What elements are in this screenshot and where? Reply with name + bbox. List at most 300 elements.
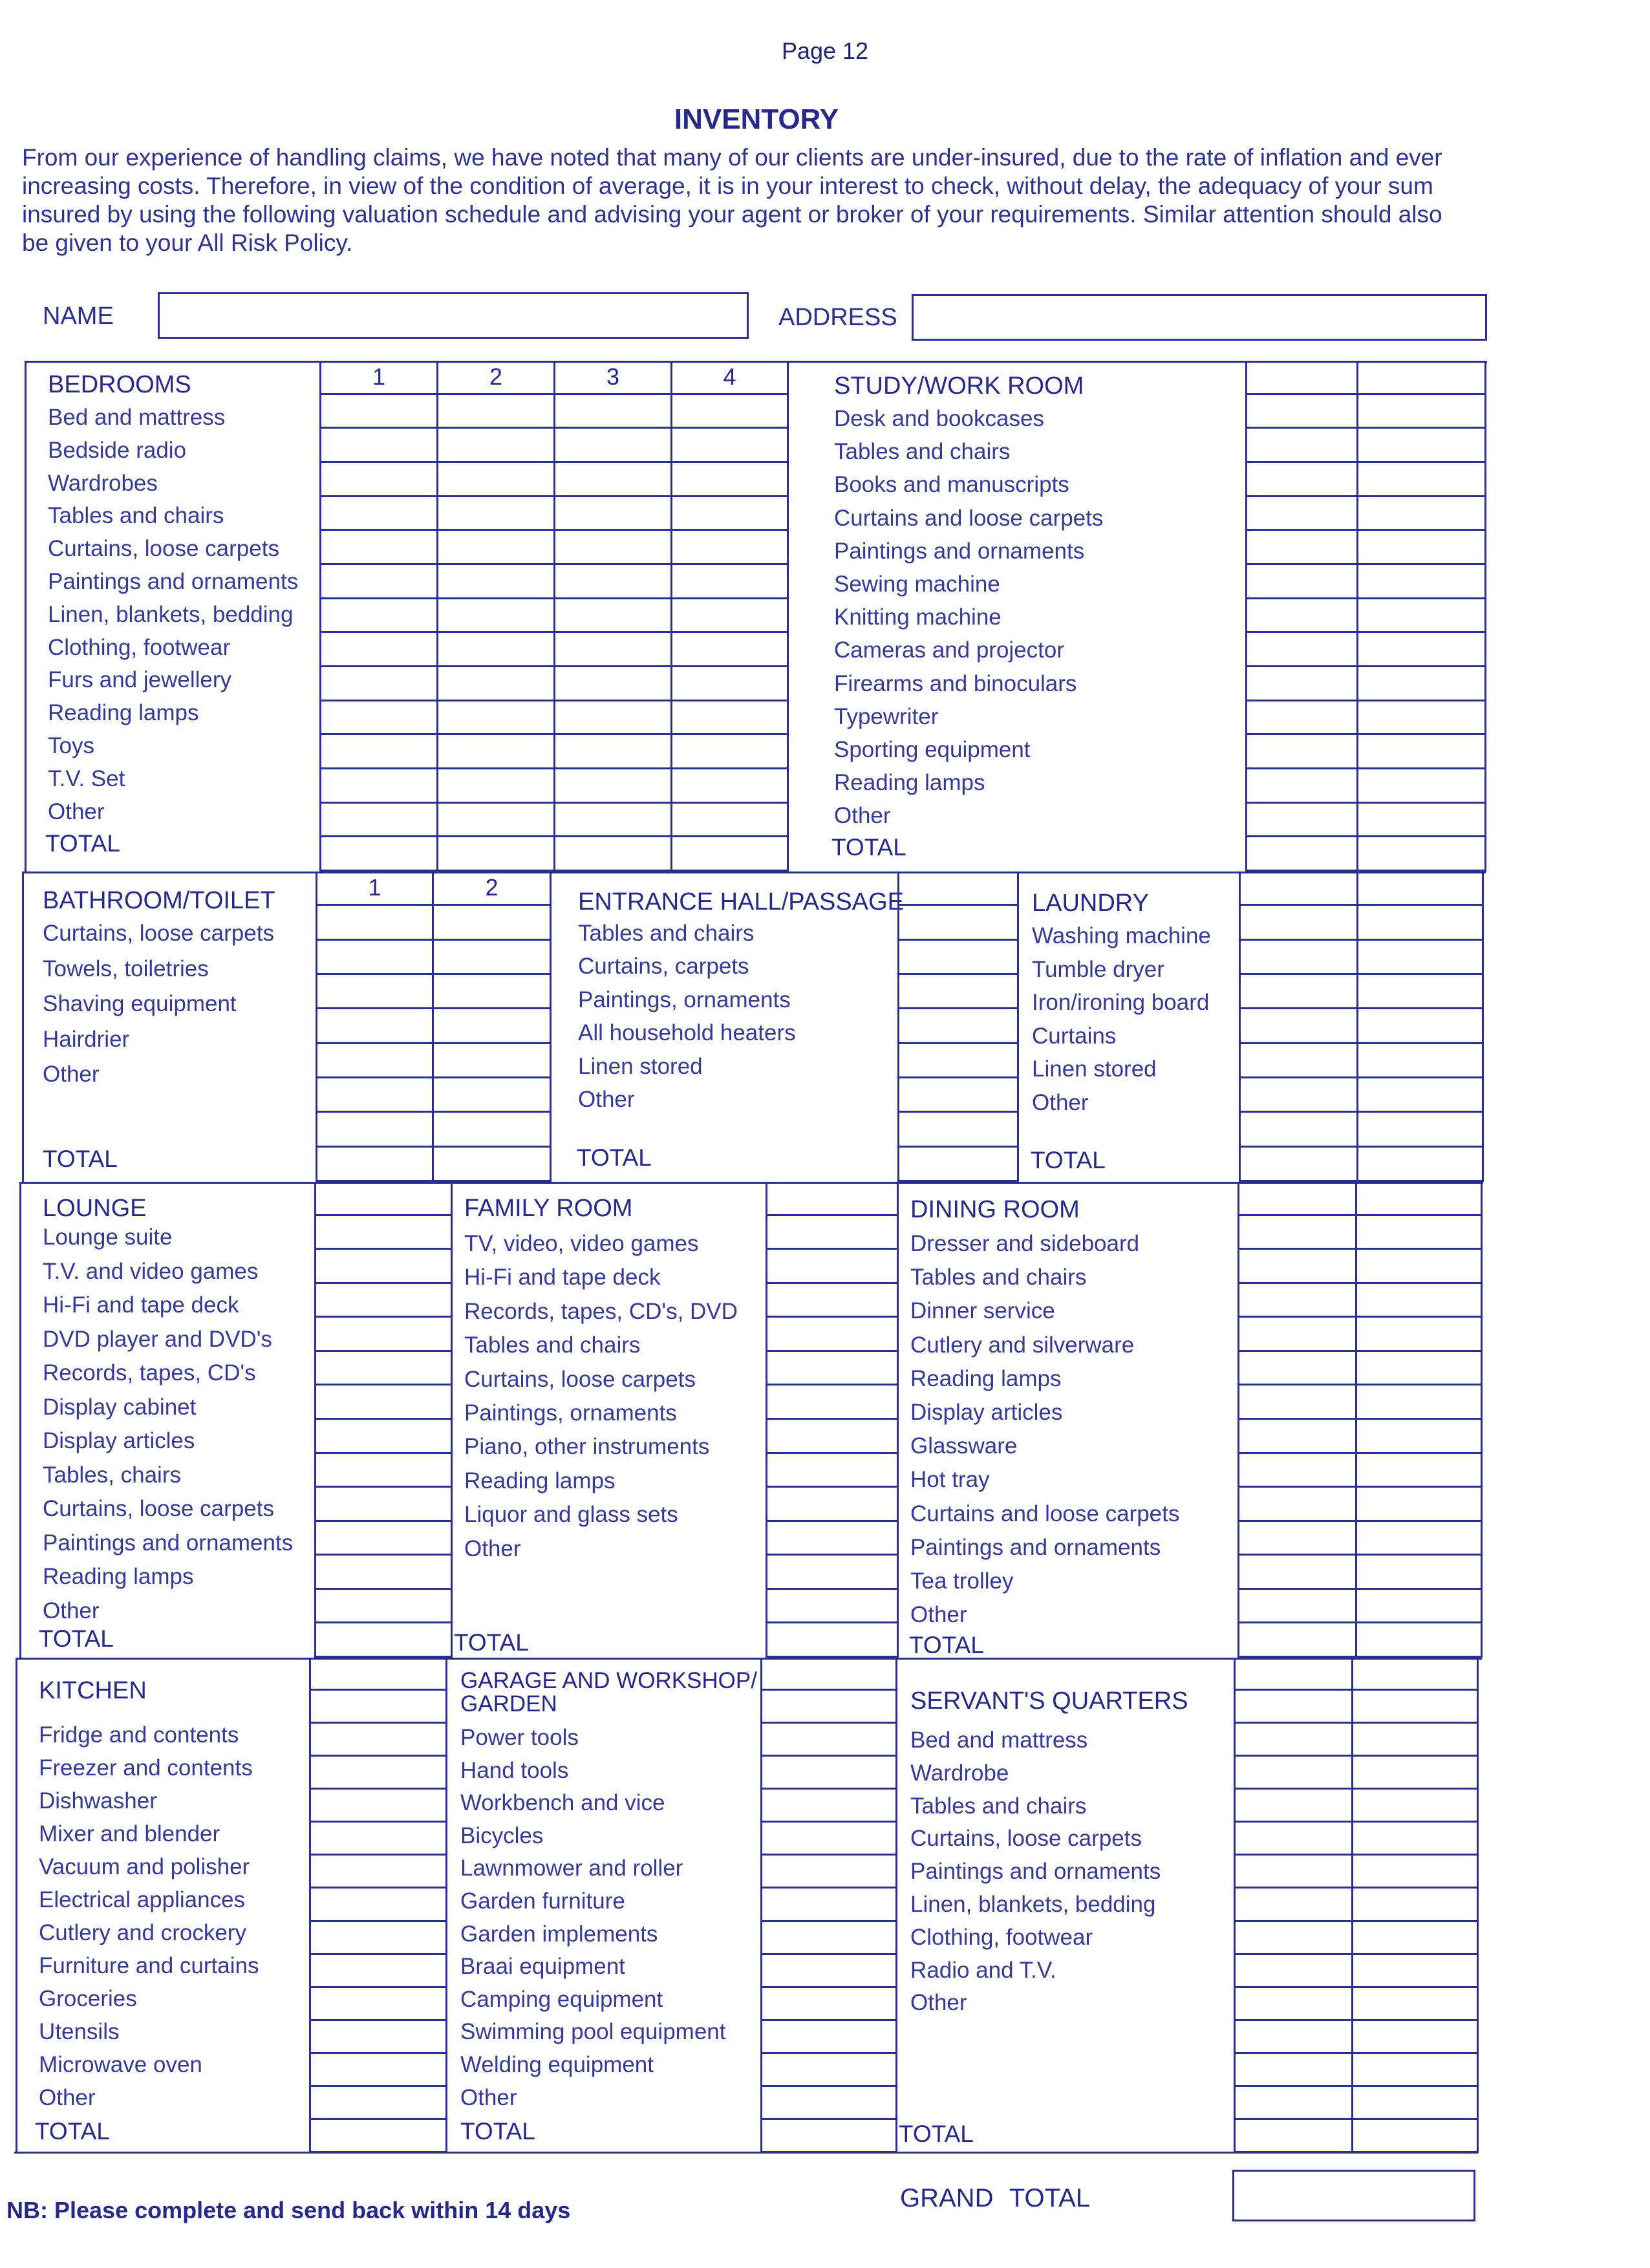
study-item: Firearms and binoculars <box>834 670 1077 696</box>
garage-item: Braai equipment <box>460 1954 625 1980</box>
garage-value-cell[interactable] <box>762 1757 895 1790</box>
bathroom-value-cell[interactable] <box>434 1148 550 1182</box>
study-value-cell[interactable] <box>1358 429 1484 463</box>
family-value-cell[interactable] <box>767 1318 897 1352</box>
bedrooms-value-grid <box>319 361 789 872</box>
family-value-cell[interactable] <box>767 1488 897 1522</box>
laundry-value-cell[interactable] <box>1358 975 1482 1009</box>
laundry-value-cell[interactable] <box>1241 906 1356 940</box>
study-value-cell[interactable] <box>1247 565 1356 599</box>
study-value-cell[interactable] <box>1358 701 1484 736</box>
family-value-cell[interactable] <box>767 1623 897 1658</box>
bedrooms-value-cell[interactable] <box>555 463 670 497</box>
lounge-value-cell[interactable] <box>316 1284 451 1318</box>
dining-value-grid <box>1238 1182 1481 1658</box>
bathroom-column-header: 1 <box>368 874 381 901</box>
lounge-value-cell[interactable] <box>316 1488 451 1522</box>
bedrooms-value-cell[interactable] <box>672 565 787 599</box>
servants-value-cell[interactable] <box>1236 1856 1351 1888</box>
family-value-cell[interactable] <box>767 1182 897 1216</box>
lounge-value-cell[interactable] <box>316 1522 451 1556</box>
bedrooms-value-cell[interactable] <box>321 531 436 565</box>
kitchen-value-cell[interactable] <box>311 1724 445 1757</box>
laundry-item: Curtains <box>1032 1023 1117 1049</box>
bathroom-value-cell[interactable] <box>434 975 550 1009</box>
servants-value-cell[interactable] <box>1353 1691 1477 1724</box>
kitchen-item: Groceries <box>39 1986 137 2011</box>
family-item: Curtains, loose carpets <box>464 1366 696 1392</box>
bedrooms-value-cell[interactable] <box>438 429 553 463</box>
bedrooms-value-cell[interactable] <box>672 633 787 667</box>
bathroom-value-cell[interactable] <box>317 1113 432 1147</box>
servants-value-cell[interactable] <box>1353 1658 1477 1691</box>
lounge-value-cell[interactable] <box>316 1182 451 1216</box>
study-value-cell[interactable] <box>1247 667 1356 701</box>
garage-value-cell[interactable] <box>762 2120 895 2153</box>
family-value-cell[interactable] <box>767 1284 897 1318</box>
study-value-cell[interactable] <box>1358 395 1484 429</box>
study-value-cell[interactable] <box>1358 463 1484 497</box>
study-value-cell[interactable] <box>1358 837 1484 872</box>
family-value-cell[interactable] <box>767 1522 897 1556</box>
bedrooms-value-cell[interactable] <box>438 599 553 634</box>
dining-value-cell[interactable] <box>1357 1250 1481 1284</box>
laundry-item: Other <box>1032 1090 1089 1115</box>
kitchen-value-cell[interactable] <box>311 1691 445 1724</box>
bedrooms-value-cell[interactable] <box>555 633 670 667</box>
kitchen-value-cell[interactable] <box>311 1790 445 1823</box>
garage-value-cell[interactable] <box>762 2021 895 2054</box>
bedrooms-value-cell[interactable] <box>438 804 553 838</box>
laundry-value-cell[interactable] <box>1241 1009 1356 1043</box>
study-value-cell[interactable] <box>1247 531 1356 565</box>
dining-value-cell[interactable] <box>1357 1216 1481 1250</box>
study-column <box>1358 361 1486 872</box>
bedrooms-value-cell[interactable] <box>555 667 670 701</box>
bathroom-value-cell[interactable] <box>317 941 432 975</box>
entrance-value-cell[interactable] <box>899 1113 1017 1147</box>
dining-value-cell[interactable] <box>1239 1216 1355 1250</box>
bedrooms-item: Other <box>48 798 105 824</box>
servants-item: Linen, blankets, bedding <box>910 1892 1156 1917</box>
family-value-cell[interactable] <box>767 1216 897 1250</box>
kitchen-value-cell[interactable] <box>311 2087 445 2120</box>
dining-value-cell[interactable] <box>1357 1318 1481 1352</box>
bedrooms-value-cell[interactable] <box>438 497 553 531</box>
servants-value-cell[interactable] <box>1236 1724 1351 1757</box>
bathroom-column <box>317 872 434 1182</box>
entrance-value-cell[interactable] <box>899 975 1017 1009</box>
dining-item: Glassware <box>910 1433 1018 1459</box>
study-item: Curtains and loose carpets <box>834 505 1104 531</box>
lounge-value-grid <box>314 1182 453 1658</box>
kitchen-value-cell[interactable] <box>311 2021 445 2054</box>
bedrooms-value-cell[interactable] <box>672 531 787 565</box>
study-value-cell[interactable] <box>1247 804 1356 838</box>
family-value-cell[interactable] <box>767 1385 897 1420</box>
study-value-cell[interactable] <box>1247 395 1356 429</box>
bedrooms-value-cell[interactable] <box>555 735 670 769</box>
laundry-value-cell[interactable] <box>1358 941 1482 975</box>
laundry-value-cell[interactable] <box>1241 1148 1356 1182</box>
kitchen-value-cell[interactable] <box>311 1757 445 1790</box>
bedrooms-value-cell[interactable] <box>555 769 670 804</box>
bedrooms-value-cell[interactable] <box>321 565 436 599</box>
servants-title: SERVANT'S QUARTERS <box>910 1687 1188 1715</box>
study-value-cell[interactable] <box>1358 667 1484 701</box>
bedrooms-value-cell[interactable] <box>321 395 436 429</box>
servants-value-cell[interactable] <box>1236 1888 1351 1921</box>
bedrooms-value-cell[interactable] <box>555 599 670 634</box>
bedrooms-value-cell[interactable] <box>672 769 787 804</box>
servants-value-cell[interactable] <box>1236 2021 1351 2054</box>
dining-value-cell[interactable] <box>1357 1488 1481 1522</box>
garage-value-cell[interactable] <box>762 1856 895 1888</box>
address-label: ADDRESS <box>778 304 897 331</box>
dining-value-cell[interactable] <box>1239 1352 1355 1386</box>
garage-value-cell[interactable] <box>762 1922 895 1955</box>
study-value-cell[interactable] <box>1247 735 1356 769</box>
servants-value-cell[interactable] <box>1236 2087 1351 2120</box>
kitchen-value-cell[interactable] <box>311 1988 445 2021</box>
study-item: Paintings and ornaments <box>834 538 1085 564</box>
study-value-grid <box>1245 361 1484 872</box>
garage-value-cell[interactable] <box>762 1691 895 1724</box>
grand-total-field[interactable] <box>1232 2170 1475 2221</box>
laundry-value-cell[interactable] <box>1241 1044 1356 1078</box>
lounge-value-cell[interactable] <box>316 1454 451 1488</box>
bathroom-value-cell[interactable] <box>317 1148 432 1182</box>
lounge-value-cell[interactable] <box>316 1352 451 1386</box>
lounge-value-cell[interactable] <box>316 1318 451 1352</box>
bathroom-value-cell[interactable] <box>434 1009 550 1043</box>
entrance-value-cell[interactable] <box>899 906 1017 940</box>
lounge-value-cell[interactable] <box>316 1420 451 1454</box>
servants-value-cell[interactable] <box>1236 1955 1351 1988</box>
servants-value-cell[interactable] <box>1353 1724 1477 1757</box>
study-value-cell[interactable] <box>1358 599 1484 634</box>
bedrooms-value-cell[interactable] <box>321 463 436 497</box>
dining-title: DINING ROOM <box>910 1196 1080 1223</box>
bedrooms-value-cell[interactable] <box>321 701 436 736</box>
bathroom-value-cell[interactable] <box>434 1113 550 1147</box>
garage-value-cell[interactable] <box>762 1658 895 1691</box>
laundry-value-cell[interactable] <box>1358 1148 1482 1182</box>
bedrooms-value-cell[interactable] <box>321 497 436 531</box>
bathroom-value-cell[interactable] <box>434 941 550 975</box>
bedrooms-value-cell[interactable] <box>672 837 787 872</box>
servants-value-cell[interactable] <box>1353 1823 1477 1856</box>
kitchen-value-cell[interactable] <box>311 2054 445 2087</box>
servants-value-cell[interactable] <box>1353 2054 1477 2087</box>
bedrooms-value-cell[interactable] <box>672 667 787 701</box>
laundry-value-cell[interactable] <box>1241 975 1356 1009</box>
garage-value-cell[interactable] <box>762 1888 895 1921</box>
study-value-cell[interactable] <box>1358 531 1484 565</box>
bedrooms-value-cell[interactable] <box>555 429 670 463</box>
bedrooms-value-cell[interactable] <box>321 429 436 463</box>
laundry-value-cell[interactable] <box>1358 1113 1482 1147</box>
bedrooms-value-cell[interactable] <box>672 429 787 463</box>
garage-value-cell[interactable] <box>762 1823 895 1856</box>
study-item: Knitting machine <box>834 604 1002 630</box>
study-value-cell[interactable] <box>1358 633 1484 667</box>
entrance-value-cell[interactable] <box>899 1148 1017 1182</box>
bedrooms-value-cell[interactable] <box>438 463 553 497</box>
kitchen-value-cell[interactable] <box>311 1922 445 1955</box>
servants-value-cell[interactable] <box>1353 1988 1477 2021</box>
study-value-cell[interactable] <box>1247 837 1356 872</box>
entrance-value-cell[interactable] <box>899 872 1017 906</box>
lounge-value-cell[interactable] <box>316 1216 451 1250</box>
study-value-cell[interactable] <box>1247 497 1356 531</box>
bathroom-value-cell[interactable] <box>317 1009 432 1043</box>
servants-value-cell[interactable] <box>1353 2087 1477 2120</box>
garage-value-cell[interactable] <box>762 1955 895 1988</box>
name-field[interactable] <box>158 292 749 339</box>
bedrooms-value-cell[interactable] <box>438 395 553 429</box>
servants-value-cell[interactable] <box>1236 1790 1351 1823</box>
study-value-cell[interactable] <box>1358 361 1484 395</box>
dining-value-cell[interactable] <box>1357 1522 1481 1556</box>
bedrooms-value-cell[interactable] <box>438 701 553 736</box>
family-value-cell[interactable] <box>767 1250 897 1284</box>
servants-value-cell[interactable] <box>1236 1691 1351 1724</box>
bedrooms-value-cell[interactable] <box>438 735 553 769</box>
bedrooms-value-cell[interactable] <box>438 769 553 804</box>
bathroom-value-cell[interactable] <box>434 1078 550 1113</box>
bathroom-item: Towels, toiletries <box>43 956 209 981</box>
dining-value-cell[interactable] <box>1357 1590 1481 1624</box>
bedrooms-value-cell[interactable] <box>672 804 787 838</box>
servants-value-cell[interactable] <box>1353 1922 1477 1955</box>
servants-value-cell[interactable] <box>1236 1823 1351 1856</box>
lounge-item: Curtains, loose carpets <box>43 1496 274 1521</box>
servants-value-cell[interactable] <box>1353 2120 1477 2153</box>
bedrooms-value-cell[interactable] <box>438 667 553 701</box>
kitchen-value-cell[interactable] <box>311 1856 445 1888</box>
bathroom-value-cell[interactable] <box>317 1078 432 1113</box>
lounge-item: Paintings and ornaments <box>43 1530 294 1556</box>
dining-value-cell[interactable] <box>1357 1623 1481 1658</box>
study-value-cell[interactable] <box>1247 633 1356 667</box>
bedrooms-value-cell[interactable] <box>438 531 553 565</box>
servants-value-cell[interactable] <box>1236 1658 1351 1691</box>
laundry-value-cell[interactable] <box>1358 1078 1482 1113</box>
laundry-value-cell[interactable] <box>1241 941 1356 975</box>
lounge-column <box>316 1182 453 1658</box>
bathroom-value-cell[interactable] <box>434 1044 550 1078</box>
garage-value-cell[interactable] <box>762 1790 895 1823</box>
laundry-value-cell[interactable] <box>1358 906 1482 940</box>
bedrooms-value-cell[interactable] <box>321 633 436 667</box>
kitchen-total-label: TOTAL <box>35 2118 110 2145</box>
dining-value-cell[interactable] <box>1239 1385 1355 1420</box>
entrance-value-cell[interactable] <box>899 941 1017 975</box>
bedrooms-column <box>438 361 555 872</box>
dining-value-cell[interactable] <box>1239 1623 1355 1658</box>
bedrooms-item: Curtains, loose carpets <box>48 536 279 562</box>
laundry-value-cell[interactable] <box>1241 1113 1356 1147</box>
lounge-value-cell[interactable] <box>316 1250 451 1284</box>
bedrooms-value-cell[interactable] <box>321 735 436 769</box>
dining-value-cell[interactable] <box>1357 1454 1481 1488</box>
study-value-cell[interactable] <box>1247 769 1356 804</box>
dining-item: Curtains and loose carpets <box>910 1501 1180 1526</box>
dining-value-cell[interactable] <box>1239 1522 1355 1556</box>
bedrooms-value-cell[interactable] <box>555 531 670 565</box>
bedrooms-column-header: 3 <box>606 363 620 390</box>
entrance-item: Other <box>578 1087 635 1112</box>
study-value-cell[interactable] <box>1247 429 1356 463</box>
bathroom-value-cell[interactable] <box>317 1044 432 1078</box>
study-value-cell[interactable] <box>1247 463 1356 497</box>
servants-value-cell[interactable] <box>1353 1790 1477 1823</box>
servants-value-cell[interactable] <box>1353 1856 1477 1888</box>
servants-value-cell[interactable] <box>1236 1757 1351 1790</box>
servants-value-cell[interactable] <box>1236 1922 1351 1955</box>
bedrooms-value-cell[interactable] <box>555 565 670 599</box>
bathroom-value-cell[interactable] <box>434 906 550 940</box>
bathroom-item: Hairdrier <box>43 1026 130 1052</box>
garage-total-label: TOTAL <box>460 2118 535 2145</box>
laundry-value-cell[interactable] <box>1358 1009 1482 1043</box>
laundry-total-label: TOTAL <box>1031 1147 1106 1173</box>
laundry-value-cell[interactable] <box>1241 1078 1356 1113</box>
bathroom-value-cell[interactable] <box>317 975 432 1009</box>
lounge-value-cell[interactable] <box>316 1590 451 1624</box>
bedrooms-value-cell[interactable] <box>321 667 436 701</box>
dining-value-cell[interactable] <box>1357 1556 1481 1590</box>
bedrooms-value-cell[interactable] <box>555 497 670 531</box>
dining-value-cell[interactable] <box>1239 1590 1355 1624</box>
bedrooms-value-cell[interactable] <box>672 463 787 497</box>
lounge-item: DVD player and DVD's <box>43 1326 272 1352</box>
laundry-column <box>1241 872 1358 1182</box>
bedrooms-value-cell[interactable] <box>672 497 787 531</box>
dining-value-cell[interactable] <box>1239 1420 1355 1454</box>
kitchen-value-cell[interactable] <box>311 1823 445 1856</box>
servants-item: Curtains, loose carpets <box>910 1826 1142 1852</box>
family-item: Hi-Fi and tape deck <box>464 1265 661 1290</box>
dining-value-cell[interactable] <box>1239 1284 1355 1318</box>
lounge-value-cell[interactable] <box>316 1556 451 1590</box>
dining-value-cell[interactable] <box>1239 1182 1355 1216</box>
study-value-cell[interactable] <box>1247 599 1356 634</box>
dining-value-cell[interactable] <box>1357 1182 1481 1216</box>
family-value-cell[interactable] <box>767 1556 897 1590</box>
study-value-cell[interactable] <box>1358 497 1484 531</box>
entrance-item: Tables and chairs <box>578 921 755 946</box>
bathroom-value-cell[interactable] <box>317 906 432 940</box>
laundry-value-cell[interactable] <box>1358 872 1482 906</box>
entrance-value-cell[interactable] <box>899 1078 1017 1113</box>
dining-item: Display articles <box>910 1400 1063 1425</box>
entrance-column <box>899 872 1019 1182</box>
nb-note: NB: Please complete and send back within 14 days <box>6 2197 571 2223</box>
bedrooms-value-cell[interactable] <box>321 837 436 872</box>
dining-value-cell[interactable] <box>1239 1250 1355 1284</box>
servants-item: Tables and chairs <box>910 1793 1087 1819</box>
dining-value-cell[interactable] <box>1357 1420 1481 1454</box>
servants-value-cell[interactable] <box>1236 2054 1351 2087</box>
family-value-cell[interactable] <box>767 1420 897 1454</box>
dining-value-cell[interactable] <box>1239 1488 1355 1522</box>
dining-value-cell[interactable] <box>1357 1284 1481 1318</box>
address-field[interactable] <box>912 294 1487 341</box>
garage-value-cell[interactable] <box>762 1724 895 1757</box>
garage-value-cell[interactable] <box>762 2054 895 2087</box>
servants-value-cell[interactable] <box>1353 1757 1477 1790</box>
bedrooms-value-cell[interactable] <box>555 395 670 429</box>
entrance-value-cell[interactable] <box>899 1009 1017 1043</box>
lounge-value-cell[interactable] <box>316 1385 451 1420</box>
bedrooms-value-cell[interactable] <box>672 599 787 634</box>
servants-value-cell[interactable] <box>1236 1988 1351 2021</box>
lounge-value-cell[interactable] <box>316 1623 451 1658</box>
kitchen-title: KITCHEN <box>39 1677 147 1704</box>
garage-value-cell[interactable] <box>762 2087 895 2120</box>
study-value-cell[interactable] <box>1358 735 1484 769</box>
bedrooms-value-cell[interactable] <box>555 837 670 872</box>
dining-value-cell[interactable] <box>1239 1318 1355 1352</box>
kitchen-value-cell[interactable] <box>311 2120 445 2153</box>
garage-value-cell[interactable] <box>762 1988 895 2021</box>
study-value-cell[interactable] <box>1358 565 1484 599</box>
servants-value-cell[interactable] <box>1353 1955 1477 1988</box>
kitchen-value-cell[interactable] <box>311 1955 445 1988</box>
bedrooms-value-cell[interactable] <box>321 804 436 838</box>
bedrooms-value-cell[interactable] <box>672 701 787 736</box>
dining-value-cell[interactable] <box>1239 1556 1355 1590</box>
bedrooms-value-cell[interactable] <box>672 395 787 429</box>
kitchen-value-cell[interactable] <box>311 1658 445 1691</box>
laundry-value-cell[interactable] <box>1241 872 1356 906</box>
study-value-cell[interactable] <box>1358 769 1484 804</box>
dining-column <box>1239 1182 1357 1658</box>
lounge-title: LOUNGE <box>43 1195 147 1222</box>
study-value-cell[interactable] <box>1358 804 1484 838</box>
bedrooms-value-cell[interactable] <box>438 565 553 599</box>
study-value-cell[interactable] <box>1247 701 1356 736</box>
bathroom-column-header: 2 <box>485 874 498 901</box>
family-value-cell[interactable] <box>767 1352 897 1386</box>
kitchen-item: Electrical appliances <box>39 1887 246 1912</box>
bedrooms-value-cell[interactable] <box>555 701 670 736</box>
kitchen-value-cell[interactable] <box>311 1888 445 1921</box>
servants-value-cell[interactable] <box>1236 2120 1351 2153</box>
study-item: Other <box>834 803 891 829</box>
family-value-cell[interactable] <box>767 1454 897 1488</box>
servants-value-cell[interactable] <box>1353 1888 1477 1921</box>
study-value-cell[interactable] <box>1247 361 1356 395</box>
bedrooms-value-cell[interactable] <box>321 599 436 634</box>
bedrooms-value-cell[interactable] <box>555 804 670 838</box>
bedrooms-value-cell[interactable] <box>321 769 436 804</box>
entrance-value-cell[interactable] <box>899 1044 1017 1078</box>
entrance-title: ENTRANCE HALL/PASSAGE <box>578 888 905 915</box>
servants-value-cell[interactable] <box>1353 2021 1477 2054</box>
dining-value-cell[interactable] <box>1357 1352 1481 1386</box>
entrance-item: Curtains, carpets <box>578 954 749 979</box>
bedrooms-value-cell[interactable] <box>672 735 787 769</box>
bedrooms-value-cell[interactable] <box>438 837 553 872</box>
dining-value-cell[interactable] <box>1239 1454 1355 1488</box>
laundry-value-cell[interactable] <box>1358 1044 1482 1078</box>
dining-value-cell[interactable] <box>1357 1385 1481 1420</box>
bedrooms-value-cell[interactable] <box>438 633 553 667</box>
family-value-cell[interactable] <box>767 1590 897 1624</box>
